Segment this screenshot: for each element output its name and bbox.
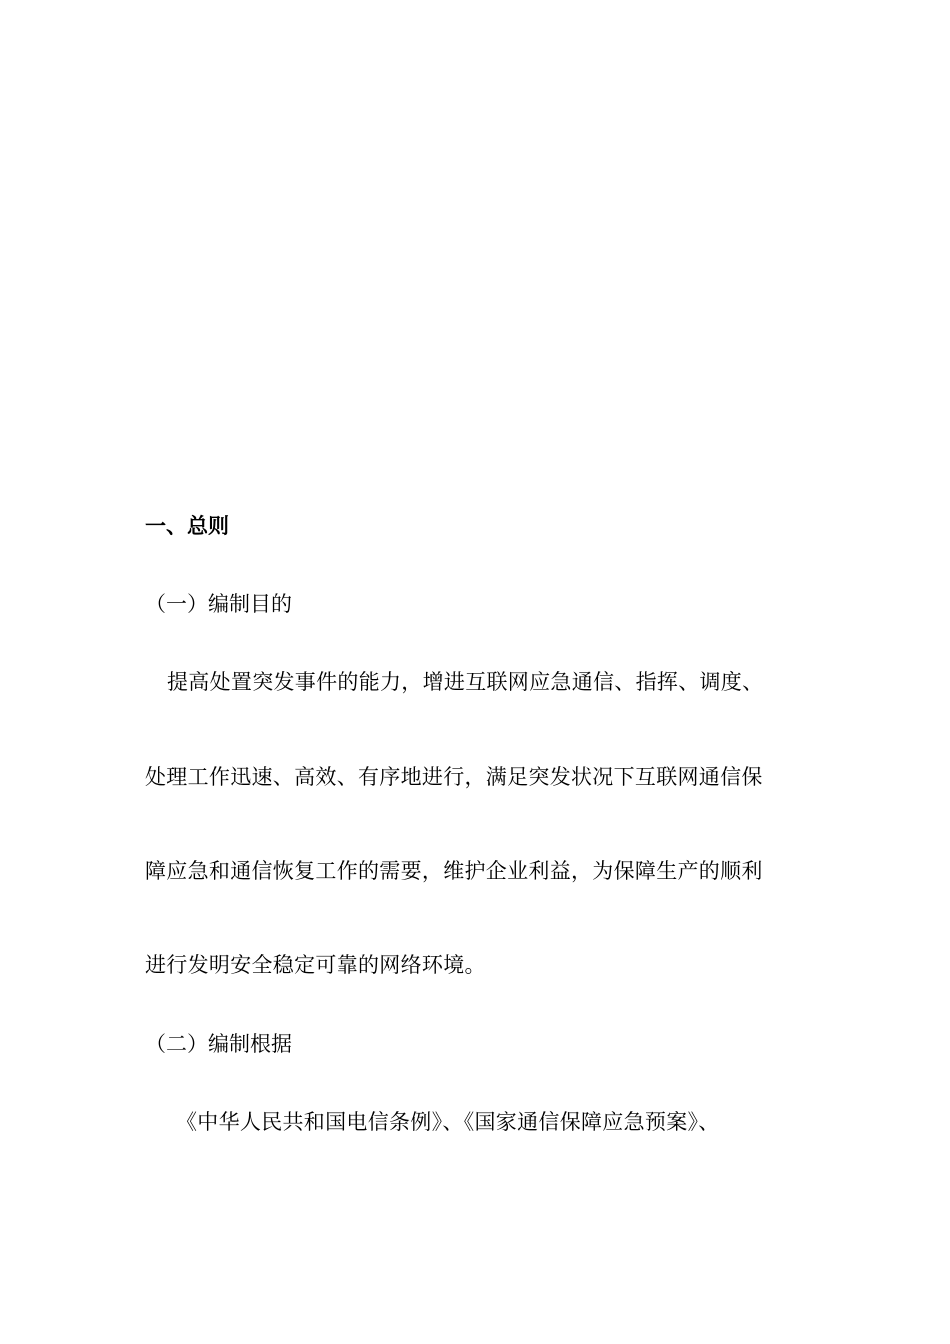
paragraph-line: 提高处置突发事件的能力，增进互联网应急通信、指挥、调度、	[167, 670, 764, 694]
paragraph-line: 《中华人民共和国电信条例》、《国家通信保障应急预案》、	[176, 1110, 720, 1134]
paragraph-line: 进行发明安全稳定可靠的网络环境。	[145, 953, 486, 977]
subsection-title-basis: （二）编制根据	[145, 1032, 292, 1056]
subsection-title-purpose: （一）编制目的	[145, 592, 292, 616]
paragraph-line: 障应急和通信恢复工作的需要，维护企业利益，为保障生产的顺利	[145, 859, 763, 883]
section-title: 一、总则	[145, 514, 229, 538]
paragraph-line: 处理工作迅速、高效、有序地进行，满足突发状况下互联网通信保	[145, 765, 763, 789]
